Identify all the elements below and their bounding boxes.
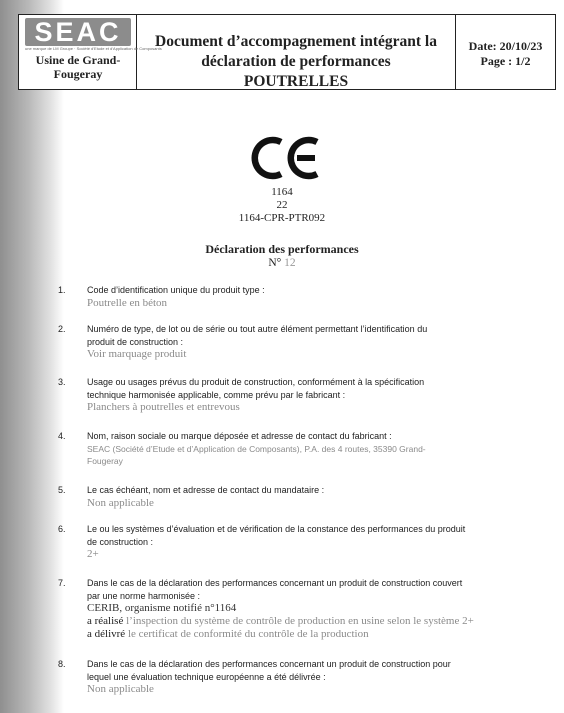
item-answer: Voir marquage produit — [87, 348, 187, 360]
item-answer: 2+ — [87, 548, 99, 560]
item-line-performed — [87, 615, 548, 628]
declaration-item-6 — [58, 523, 548, 561]
item-number: 7. — [58, 578, 66, 588]
header-logo-cell — [19, 15, 162, 89]
item-question-line2: technique harmonisée applicable, comme prévu par le fabricant : — [87, 389, 346, 400]
declaration-number-prefix: N° — [268, 257, 282, 269]
item-question-line2: lequel une évaluation technique européenne a été délivrée : — [87, 671, 326, 682]
declaration-item-5 — [58, 484, 548, 510]
item-number: 5. — [58, 485, 66, 495]
item-question-line2: par une norme harmonisée : — [87, 590, 201, 601]
plant-name-line2: Fougeray — [53, 67, 103, 81]
certificate-reference: 1164-CPR-PTR092 — [238, 212, 326, 224]
document-title — [137, 32, 455, 92]
header-meta-cell — [456, 15, 555, 89]
page-number: Page : 1/2 — [480, 54, 531, 68]
item-line-performed-lead: a réalisé — [87, 615, 124, 627]
item-question-line2: produit de construction : — [87, 336, 184, 347]
item-line-issued — [87, 628, 548, 641]
declaration-number — [0, 256, 564, 270]
document-title-line3: POUTRELLES — [243, 73, 349, 90]
seac-logo — [25, 18, 131, 46]
logo-tagline: une marque de LM Groupe · Société d'Etude et d'Application de Composants — [25, 46, 162, 51]
item-question-line1: Le ou les systèmes d’évaluation et de vérification de la constance des performances du produit — [87, 524, 466, 534]
item-line-issued-lead: a délivré — [87, 628, 126, 640]
plant-name — [19, 53, 137, 81]
scan-shadow — [0, 0, 64, 713]
declaration-item-4 — [58, 430, 548, 467]
item-answer-line1: SEAC (Société d’Etude et d’Application de Composants), P.A. des 4 routes, 35390 Grand- — [87, 443, 426, 454]
logo-text: SEAC — [34, 17, 122, 47]
item-answer: Poutrelle en béton — [87, 296, 168, 309]
item-question-line2: de construction : — [87, 536, 154, 547]
item-question-line1: Dans le cas de la déclaration des performances concernant un produit de construction pour — [87, 659, 451, 669]
ce-mark-icon — [245, 134, 325, 182]
item-number: 4. — [58, 431, 66, 441]
item-number: 6. — [58, 524, 66, 534]
declaration-item-8 — [58, 658, 548, 696]
declaration-number-value: 12 — [284, 257, 296, 269]
declaration-title: Déclaration des performances — [205, 242, 359, 256]
notified-body-number: 1164 — [271, 186, 293, 198]
item-number: 1. — [58, 285, 66, 295]
document-header — [18, 14, 556, 90]
item-number: 2. — [58, 324, 66, 334]
declaration-item-3 — [58, 376, 548, 414]
document-date: Date: 20/10/23 — [468, 39, 543, 53]
header-title-cell — [137, 15, 456, 89]
item-answer: Non applicable — [87, 683, 154, 695]
ce-year: 22 — [276, 199, 288, 211]
item-answer: Non applicable — [87, 496, 154, 509]
declaration-item-7 — [58, 577, 548, 641]
item-question-line1: Numéro de type, de lot ou de série ou tout autre élément permettant l’identification du — [87, 324, 428, 334]
item-question: Nom, raison sociale ou marque déposée et adresse de contact du fabricant : — [87, 431, 392, 441]
declaration-item-1 — [58, 284, 548, 310]
plant-name-line1: Usine de Grand- — [35, 53, 121, 67]
item-number: 8. — [58, 659, 66, 669]
item-answer: CERIB, organisme notifié n°1164 — [87, 602, 237, 614]
item-answer: Planchers à poutrelles et entrevous — [87, 401, 240, 413]
item-number: 3. — [58, 377, 66, 387]
item-question: Code d’identification unique du produit type : — [87, 285, 265, 295]
item-question-line1: Dans le cas de la déclaration des performances concernant un produit de construction couvert — [87, 578, 463, 588]
document-title-line1: Document d’accompagnement intégrant la — [155, 33, 437, 50]
item-line-performed-text: l’inspection du système de contrôle de production en usine selon le système 2+ — [123, 615, 474, 627]
item-line-issued-text: le certificat de conformité du contrôle de la production — [125, 628, 369, 640]
document-title-line2: déclaration de performances — [201, 53, 391, 70]
item-question: Le cas échéant, nom et adresse de contact du mandataire : — [87, 485, 325, 495]
declaration-item-2 — [58, 323, 548, 361]
item-answer-line2: Fougeray — [87, 455, 123, 466]
item-question-line1: Usage ou usages prévus du produit de construction, conformément à la spécification — [87, 377, 425, 387]
